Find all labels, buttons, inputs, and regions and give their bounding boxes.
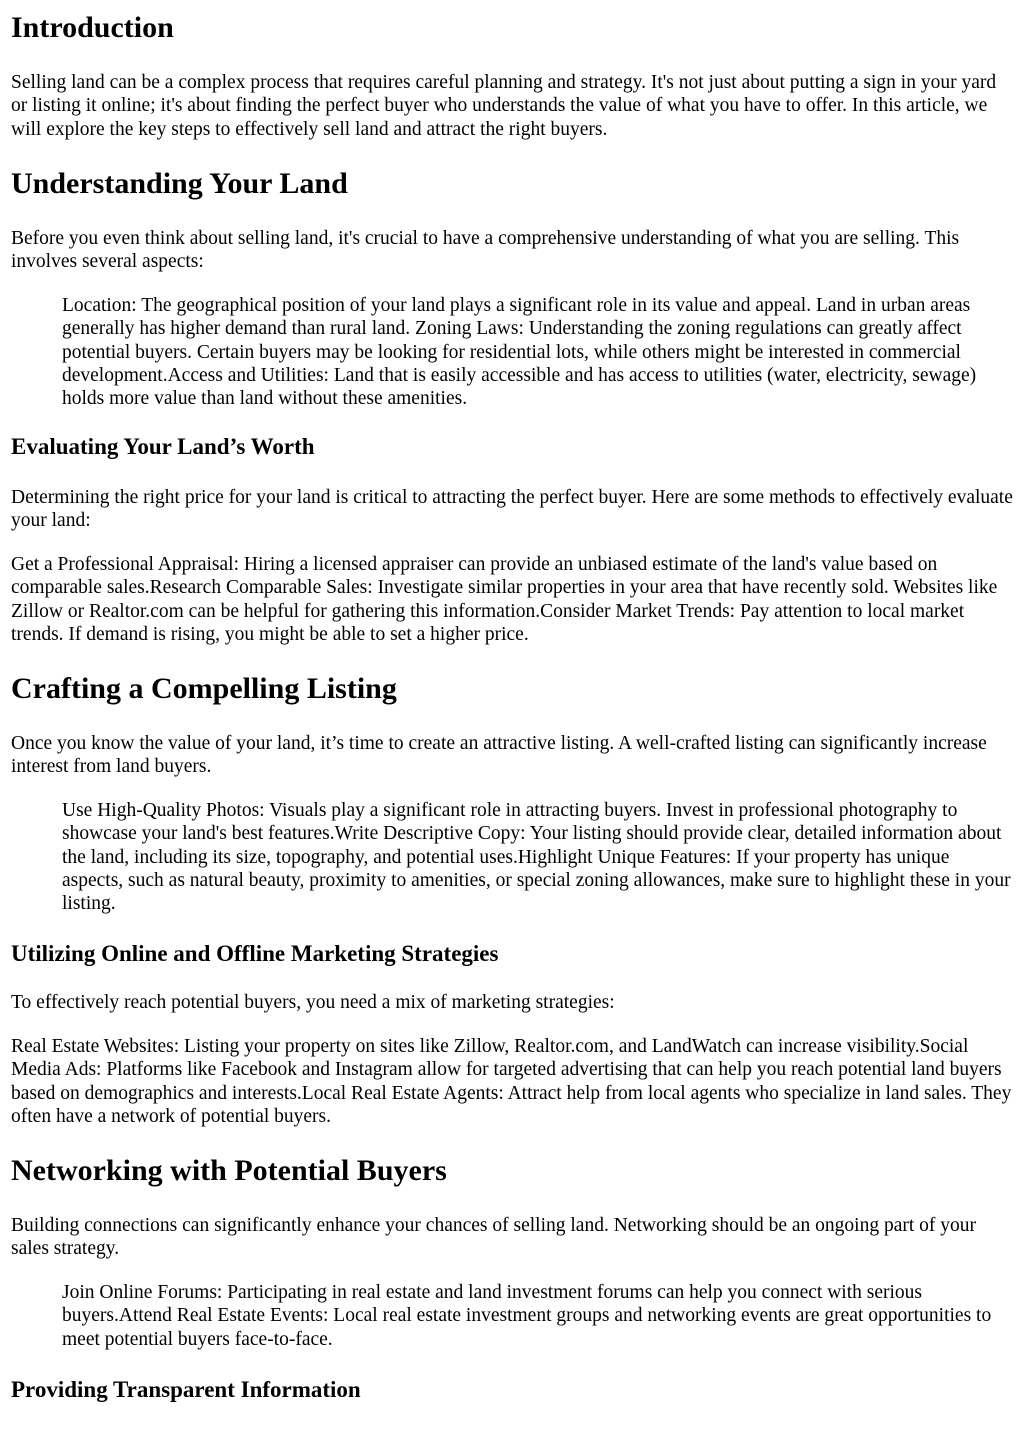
marketing-paragraph: To effectively reach potential buyers, you need a mix of marketing strategies:: [11, 992, 615, 1013]
understanding-blockquote: Location: The geographical position of your land plays a significant role in its value and appeal. Land in urban areas generally has higher demand than rural land. Zoning Laws: Understanding the zoning regulations can greatly affect potential buyers. Certain buyers may be looking for residential lots, while others might be interested in commercial development.Access and Utilities: Land that is easily accessible and has access to utilities (water, electricity, sewage) holds more value than land without these amenities.: [62, 295, 977, 410]
understanding-paragraph: Before you even think about selling land, it's crucial to have a comprehensive understanding of what you are selling. This involves several aspects:: [11, 228, 960, 273]
networking-blockquote: Join Online Forums: Participating in real estate and land investment forums can help you connect with serious buyers.Attend Real Estate Events: Local real estate investment groups and networking events are great opportunities to meet potential buyers face-to-face.: [62, 1282, 992, 1350]
intro-paragraph: Selling land can be a complex process that requires careful planning and strategy. It's not just about putting a sign in your yard or listing it online; it's about finding the perfect buyer who understands the value of what you have to offer. In this article, we will explore the key steps to effectively sell land and attract the right buyers.: [11, 72, 997, 140]
intro-heading: Introduction: [11, 11, 174, 44]
networking-paragraph: Building connections can significantly enhance your chances of selling land. Networking should be an ongoing part of your sales strategy.: [11, 1215, 977, 1260]
crafting-paragraph: Once you know the value of your land, it’s time to create an attractive listing. A well-crafted listing can significantly increase interest from land buyers.: [11, 733, 987, 778]
crafting-heading: Crafting a Compelling Listing: [11, 672, 397, 705]
networking-heading: Networking with Potential Buyers: [11, 1154, 447, 1187]
evaluating-methods-paragraph: Get a Professional Appraisal: Hiring a licensed appraiser can provide an unbiased estimate of the land's value based on comparable sales.Research Comparable Sales: Investigate similar properties in your area that have recently sold. Websites like Zillow or Realtor.com can be helpful for gathering this information.Consider Market Trends: Pay attention to local market trends. If demand is rising, you might be able to set a higher price.: [11, 554, 998, 645]
transparent-heading: Providing Transparent Information: [11, 1377, 361, 1402]
marketing-strategies-paragraph: Real Estate Websites: Listing your property on sites like Zillow, Realtor.com, and LandWatch can increase visibility.Social Media Ads: Platforms like Facebook and Instagram allow for targeted advertising that can help you reach potential land buyers based on demographics and interests.Local Real Estate Agents: Attract help from local agents who specialize in land sales. They often have a network of potential buyers.: [11, 1036, 1012, 1127]
understanding-heading: Understanding Your Land: [11, 167, 348, 200]
marketing-heading: Utilizing Online and Offline Marketing Strategies: [11, 941, 499, 966]
evaluating-heading: Evaluating Your Land’s Worth: [11, 434, 315, 459]
evaluating-paragraph: Determining the right price for your land is critical to attracting the perfect buyer. Here are some methods to effectively evaluate your land:: [11, 487, 1013, 532]
crafting-blockquote: Use High-Quality Photos: Visuals play a significant role in attracting buyers. Invest in professional photography to showcase your land's best features.Write Descriptive Copy: Your listing should provide clear, detailed information about the land, including its size, topography, and potential uses.Highlight Unique Features: If your property has unique aspects, such as natural beauty, proximity to amenities, or special zoning allowances, make sure to highlight these in your listing.: [62, 800, 1011, 915]
